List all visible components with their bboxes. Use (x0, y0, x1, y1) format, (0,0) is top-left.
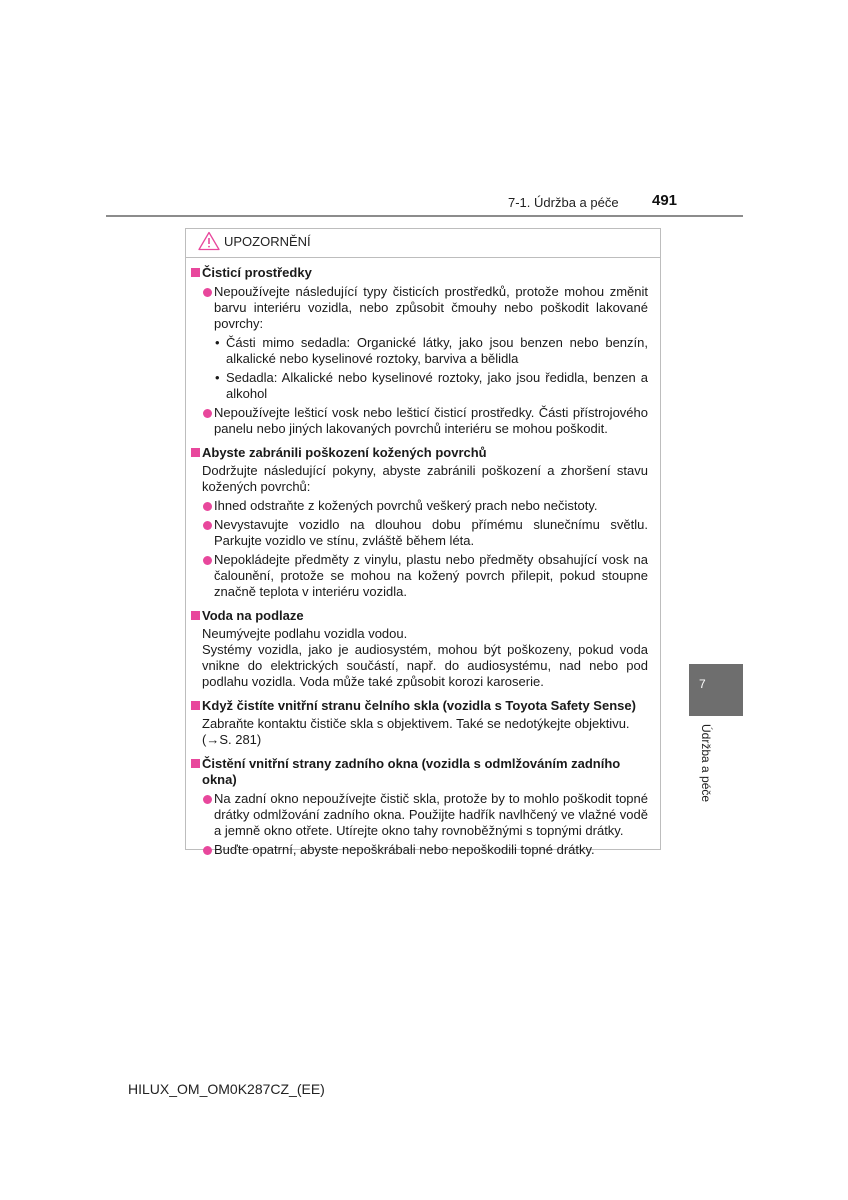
square-bullet-icon (191, 701, 200, 710)
circle-bullet-icon (203, 288, 212, 297)
list-item: Nepokládejte předměty z vinylu, plastu nebo předměty obsahující vosk na čalounění, protože se mohou na kožený povrch přilepit, pokud stoupne značně teplota v interiéru vozidla. (186, 552, 660, 600)
chapter-tab (689, 664, 743, 716)
chapter-label (697, 724, 713, 814)
circle-bullet-icon (203, 502, 212, 511)
square-bullet-icon (191, 268, 200, 277)
section-text: Systémy vozidla, jako je audiosystém, mohou být poškozeny, pokud voda vnikne do elektrických součástí, např. do audiosystému, nad nebo pod podlahu vozidla. Voda může také způsobit korozi karoserie. (202, 642, 648, 689)
header-divider (106, 215, 743, 217)
circle-bullet-icon (203, 846, 212, 855)
warning-header (186, 229, 660, 258)
section-text: Neumývejte podlahu vozidla vodou. (202, 626, 408, 641)
section-text: Dodržujte následující pokyny, abyste zabránili poškození a zhoršení stavu kožených povrchů: (202, 463, 648, 494)
square-bullet-icon (191, 448, 200, 457)
warning-content (186, 265, 660, 858)
sub-list-item: • Sedadla: Alkalické nebo kyselinové roztoky, jako jsou ředidla, benzen a alkohol (215, 370, 648, 401)
chapter-number: 7 (699, 677, 706, 691)
warning-title: UPOZORNĚNÍ (224, 234, 311, 249)
chapter-label-text: Údržba a péče (699, 724, 713, 803)
section-title: 7-1. Údržba a péče (508, 195, 619, 210)
section-heading: Čistění vnitřní strany zadního okna (vozidla s odmlžováním zadního okna) (186, 756, 660, 788)
circle-bullet-icon (203, 556, 212, 565)
warning-box (185, 228, 661, 857)
list-item: Na zadní okno nepoužívejte čistič skla, protože by to mohlo poškodit topné drátky odmlžování zadního okna. Použijte hadřík navlhčený ve vlažné vodě a jemně okno otřete. Utírejte okno tahy rovnoběžnými s topnými drátky. (186, 791, 660, 839)
list-item: Buďte opatrní, abyste nepoškrábali nebo nepoškodili topné drátky. (186, 842, 660, 858)
square-bullet-icon (191, 759, 200, 768)
circle-bullet-icon (203, 795, 212, 804)
section-heading: Když čistíte vnitřní stranu čelního skla (vozidla s Toyota Safety Sense) (186, 698, 660, 714)
bullet-icon: • (215, 370, 220, 385)
bullet-icon: • (215, 335, 220, 350)
circle-bullet-icon (203, 409, 212, 418)
square-bullet-icon (191, 611, 200, 620)
page-reference: (→S. 281) (202, 732, 262, 747)
sub-list-item: • Části mimo sedadla: Organické látky, jako jsou benzen nebo benzín, alkalické nebo kyselinové roztoky, barviva a bělidla (215, 335, 648, 366)
list-item: Nepoužívejte lešticí vosk nebo lešticí čisticí prostředky. Části přístrojového panelu nebo jiných lakovaných povrchů interiéru se mohou poškodit. (186, 405, 660, 437)
section-heading: Čisticí prostředky (186, 265, 660, 281)
list-item: Nevystavujte vozidlo na dlouhou dobu přímému slunečnímu světlu. Parkujte vozidlo ve stínu, zvláště během léta. (186, 517, 660, 549)
circle-bullet-icon (203, 521, 212, 530)
list-item: Ihned odstraňte z kožených povrchů veškerý prach nebo nečistoty. (186, 498, 660, 514)
warning-triangle-icon (198, 231, 220, 251)
page-number: 491 (652, 192, 678, 209)
section-heading: Abyste zabránili poškození kožených povrchů (186, 445, 660, 461)
list-item: Nepoužívejte následující typy čisticích prostředků, protože mohou změnit barvu interiéru vozidla, nebo způsobit čmouhy nebo poškodit lakované povrchy: (186, 284, 660, 332)
section-text: Zabraňte kontaktu čističe skla s objektivem. Také se nedotýkejte objektivu. (202, 716, 630, 731)
section-heading: Voda na podlaze (186, 608, 660, 624)
document-code: HILUX_OM_OM0K287CZ_(EE) (128, 1081, 325, 1097)
